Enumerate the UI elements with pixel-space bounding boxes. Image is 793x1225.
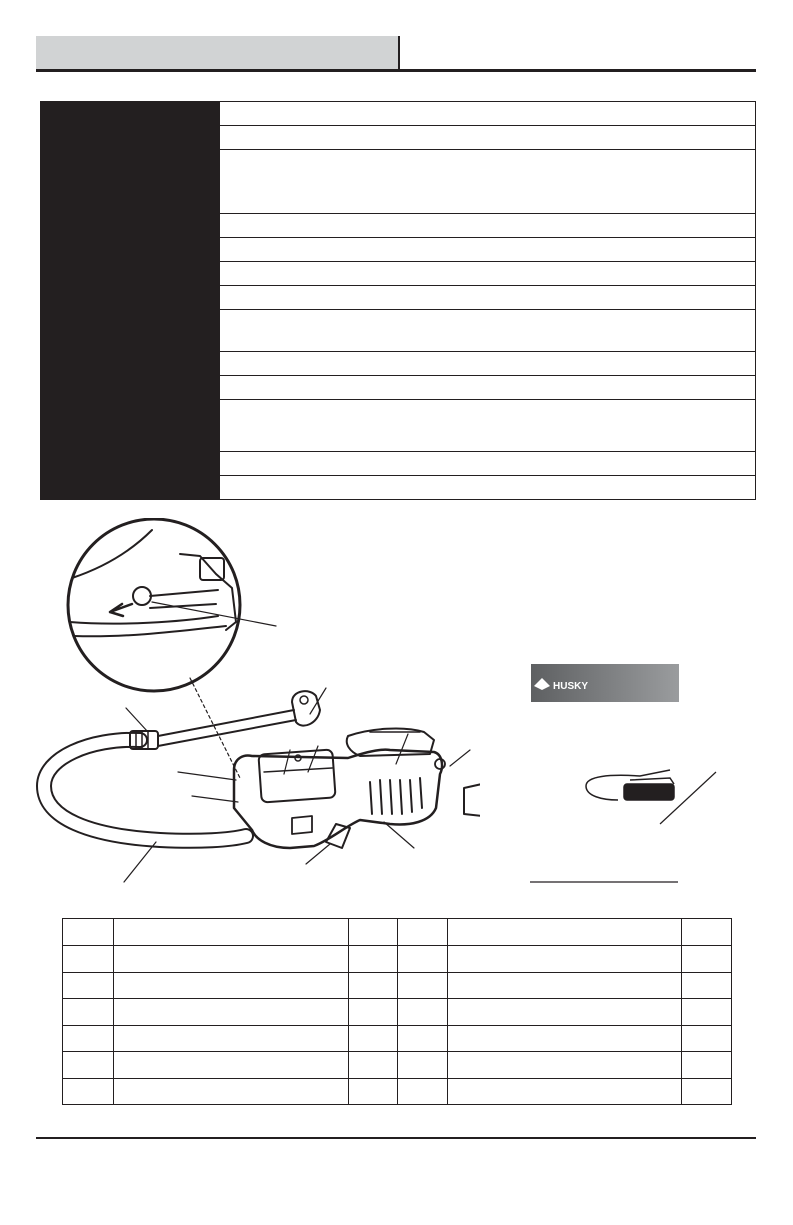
part-id [398,1078,448,1105]
spec-value [220,262,756,286]
callout-leader [384,822,414,848]
spec-label [41,126,220,150]
part-description [114,1052,349,1079]
part-quantity [349,919,398,946]
part-description [114,1025,349,1052]
brand-logo-text: HUSKY [553,681,589,692]
spec-value [220,102,756,126]
part-quantity [349,1052,398,1079]
part-id [63,1052,114,1079]
callout-leader [192,796,238,802]
parts-row [63,999,732,1026]
parts-row [63,946,732,973]
spec-label [41,400,220,452]
spec-row [41,238,756,262]
spec-label [41,102,220,126]
callout-leader [396,734,408,764]
part-quantity [682,972,732,999]
spec-row [41,286,756,310]
spec-label [41,214,220,238]
part-quantity [349,999,398,1026]
part-id [63,972,114,999]
part-quantity [349,1025,398,1052]
spec-row [41,452,756,476]
grip-ridges [370,778,422,814]
spec-value [220,476,756,500]
part-id [63,999,114,1026]
part-id [63,946,114,973]
part-description [448,1052,682,1079]
spec-value [220,150,756,214]
part-quantity [682,946,732,973]
lower-port [292,816,312,834]
product-body [624,784,674,800]
spec-label [41,452,220,476]
product-package-image [520,650,750,890]
parts-row [63,1078,732,1105]
quick-connect-plug [464,784,480,816]
part-description [114,919,349,946]
parts-row [63,972,732,999]
parts-row [63,1025,732,1052]
part-id [398,1052,448,1079]
spec-row [41,310,756,352]
part-quantity [682,1078,732,1105]
parts-row [63,919,732,946]
spec-row [41,150,756,214]
part-quantity [349,972,398,999]
header-rule [36,69,756,72]
part-id [63,1025,114,1052]
spec-row [41,126,756,150]
spec-label [41,286,220,310]
product-lever [630,778,674,784]
part-id [63,1078,114,1105]
spec-value [220,310,756,352]
part-quantity [682,999,732,1026]
detail-leader-line [152,602,276,626]
header-section-tab [36,36,400,70]
spec-row [41,400,756,452]
spec-label [41,150,220,214]
callout-leader [450,750,470,766]
part-quantity [349,946,398,973]
part-id [398,919,448,946]
part-quantity [682,1025,732,1052]
part-description [114,999,349,1026]
spec-row [41,262,756,286]
spec-value [220,238,756,262]
spec-label [41,376,220,400]
specifications-table [40,101,756,500]
tire-inflator-parts-diagram [30,518,480,888]
spec-label [41,310,220,352]
detail-arrow-icon [110,604,132,616]
spec-value [220,352,756,376]
part-quantity [349,1078,398,1105]
spec-value [220,214,756,238]
part-description [448,946,682,973]
spec-label [41,238,220,262]
spec-value [220,286,756,310]
spec-row [41,352,756,376]
extension-tube [158,710,296,746]
detail-release-button [133,587,151,605]
spec-value [220,126,756,150]
spec-row [41,102,756,126]
spec-value [220,400,756,452]
spec-value [220,376,756,400]
part-id [63,919,114,946]
part-description [114,1078,349,1105]
part-quantity [682,919,732,946]
callout-leader [126,708,148,732]
spec-label [41,352,220,376]
detail-hose-lower [74,626,226,636]
part-id [398,972,448,999]
part-id [398,946,448,973]
spec-row [41,476,756,500]
callout-leader [124,842,156,882]
package-contents-table [62,918,732,1105]
callout-leader [178,772,236,780]
spec-value [220,452,756,476]
part-id [398,1025,448,1052]
spec-label [41,476,220,500]
part-id [398,999,448,1026]
spec-row [41,214,756,238]
parts-row [63,1052,732,1079]
footer-rule [36,1137,756,1139]
part-description [448,919,682,946]
part-description [114,972,349,999]
part-description [448,999,682,1026]
spec-row [41,376,756,400]
part-description [114,946,349,973]
part-description [448,1025,682,1052]
hang-ring [435,759,445,769]
part-description [448,972,682,999]
detail-slot [150,590,218,608]
part-description [448,1078,682,1105]
spec-label [41,262,220,286]
part-quantity [682,1052,732,1079]
